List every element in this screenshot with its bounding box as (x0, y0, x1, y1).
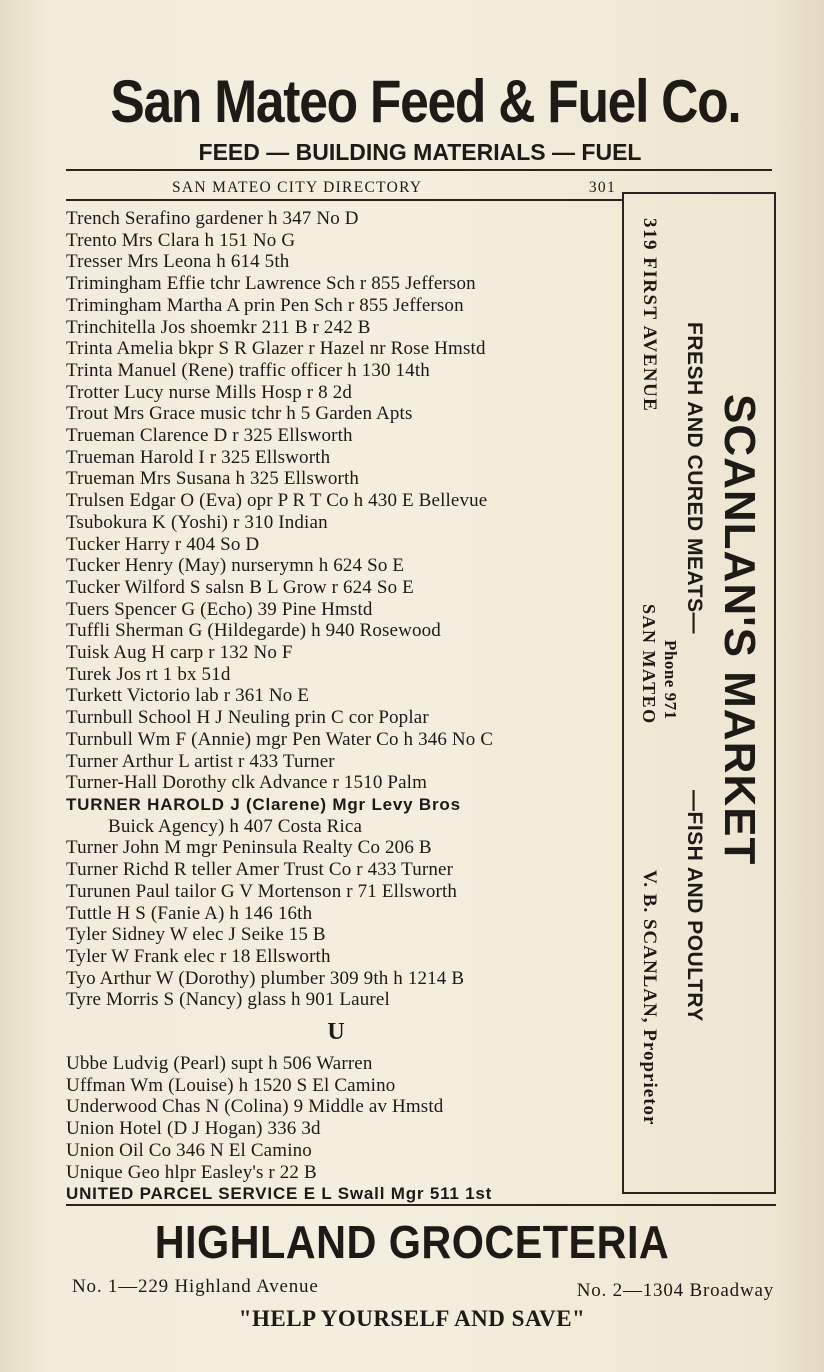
directory-entry: Trueman Mrs Susana h 325 Ellsworth (66, 468, 360, 490)
running-head-title: SAN MATEO CITY DIRECTORY (172, 179, 423, 196)
page-number: 301 (588, 179, 616, 196)
directory-entry: Trimingham Martha A prin Pen Sch r 855 Jefferson (66, 294, 464, 316)
directory-entry: Tuffli Sherman G (Hildegarde) h 940 Rosewood (66, 620, 441, 642)
directory-entry: Tyler W Frank elec r 18 Ellsworth (66, 945, 331, 967)
directory-entry: Tuisk Aug H carp r 132 No F (66, 642, 293, 664)
entries-t (66, 208, 626, 1011)
directory-entry: UNITED PARCEL SERVICE E L Swall Mgr 511 1st (66, 1184, 493, 1204)
directory-entry: Ubbe Ludvig (Pearl) supt h 506 Warren (66, 1053, 373, 1075)
directory-entry: Trueman Clarence D r 325 Ellsworth (66, 425, 353, 447)
directory-entry: Turnbull Wm F (Annie) mgr Pen Water Co h 346 No C (66, 728, 494, 750)
directory-entry: Underwood Chas N (Colina) 9 Middle av Hmstd (66, 1096, 444, 1118)
directory-entry: TURNER HAROLD J (Clarene) Mgr Levy Bros (66, 794, 461, 814)
side-ad-name: SCANLAN'S MARKET (715, 394, 764, 866)
directory-entry: Tucker Henry (May) nurserymn h 624 So E (66, 555, 405, 577)
directory-entry: Trinchitella Jos shoemkr 211 B r 242 B (66, 316, 371, 338)
directory-entry: Tyre Morris S (Nancy) glass h 901 Laurel (66, 989, 390, 1011)
directory-entry: Union Oil Co 346 N El Camino (66, 1139, 312, 1161)
directory-entry: Turkett Victorio lab r 361 No E (66, 685, 310, 707)
directory-entry: Tyler Sidney W elec J Seike 15 B (66, 924, 326, 946)
directory-entry: Turner Arthur L artist r 433 Turner (66, 750, 335, 772)
directory-entry: Buick Agency) h 407 Costa Rica (108, 815, 363, 837)
directory-entry: Tucker Wilford S salsn B L Grow r 624 So E (66, 576, 414, 598)
directory-entry: Tuttle H S (Fanie A) h 146 16th (66, 902, 313, 924)
directory-entry: Tucker Harry r 404 So D (66, 533, 260, 555)
top-ad-title: San Mateo Feed & Fuel Co. (110, 68, 741, 135)
directory-entry: Tresser Mrs Leona h 614 5th (66, 251, 290, 273)
side-ad-tagline-right: —FISH AND POULTRY (683, 790, 706, 1022)
directory-entry: Turner John M mgr Peninsula Realty Co 206 B (66, 837, 432, 859)
directory-entry: Trimingham Effie tchr Lawrence Sch r 855 Jefferson (66, 273, 476, 295)
directory-entry: Trueman Harold I r 325 Ellsworth (66, 446, 331, 468)
scanlans-market-ad (622, 192, 776, 1194)
running-head-rule (66, 199, 622, 201)
side-ad-tagline-left: FRESH AND CURED MEATS— (683, 322, 706, 635)
section-letter: U (327, 1019, 345, 1046)
running-head (172, 178, 622, 198)
directory-entry: Tsubokura K (Yoshi) r 310 Indian (66, 511, 328, 533)
side-ad-city: SAN MATEO (639, 604, 659, 725)
bottom-ad-store-1: No. 1—229 Highland Avenue (72, 1276, 319, 1297)
directory-entry: Trotter Lucy nurse Mills Hosp r 8 2d (66, 381, 352, 403)
bottom-ad-store-2: No. 2—1304 Broadway (576, 1280, 774, 1301)
directory-entry: Turek Jos rt 1 bx 51d (66, 663, 231, 685)
bottom-ad-divider (66, 1204, 776, 1206)
top-ad-subtitle: FEED — BUILDING MATERIALS — FUEL (198, 139, 642, 165)
directory-entry: Unique Geo hlpr Easley's r 22 B (66, 1161, 317, 1183)
directory-entry: Union Hotel (D J Hogan) 336 3d (66, 1118, 321, 1140)
entries-u (66, 1053, 626, 1205)
side-ad-address: 319 FIRST AVENUE (639, 218, 660, 413)
directory-entry: Turunen Paul tailor G V Mortenson r 71 Ellsworth (66, 880, 458, 902)
directory-entry: Trinta Amelia bkpr S R Glazer r Hazel nr Rose Hmstd (66, 338, 486, 360)
directory-entry: Turnbull School H J Neuling prin C cor Poplar (66, 707, 429, 729)
directory-entry: Trento Mrs Clara h 151 No G (66, 229, 296, 251)
directory-entry: Trulsen Edgar O (Eva) opr P R T Co h 430 E Bellevue (66, 490, 488, 512)
directory-entry: Trinta Manuel (Rene) traffic officer h 130 14th (66, 359, 430, 381)
side-ad-phone: Phone 971 (661, 640, 680, 720)
side-ad-proprietor: V. B. SCANLAN, Proprietor (639, 870, 660, 1126)
directory-entry: Tyo Arthur W (Dorothy) plumber 309 9th h 1214 B (66, 967, 465, 989)
directory-entry: Tuers Spencer G (Echo) 39 Pine Hmstd (66, 598, 373, 620)
directory-listing (66, 208, 626, 1205)
top-ad-divider (66, 169, 772, 171)
directory-entry: Turner Richd R teller Amer Trust Co r 433 Turner (66, 859, 454, 881)
directory-entry: Turner-Hall Dorothy clk Advance r 1510 Palm (66, 772, 428, 794)
directory-entry: Trench Serafino gardener h 347 No D (66, 208, 359, 229)
directory-entry: Trout Mrs Grace music tchr h 5 Garden Apts (66, 403, 413, 425)
bottom-ad-slogan: "HELP YOURSELF AND SAVE" (238, 1306, 586, 1331)
directory-entry: Uffman Wm (Louise) h 1520 S El Camino (66, 1074, 396, 1096)
bottom-ad-title: HIGHLAND GROCETERIA (154, 1216, 670, 1268)
